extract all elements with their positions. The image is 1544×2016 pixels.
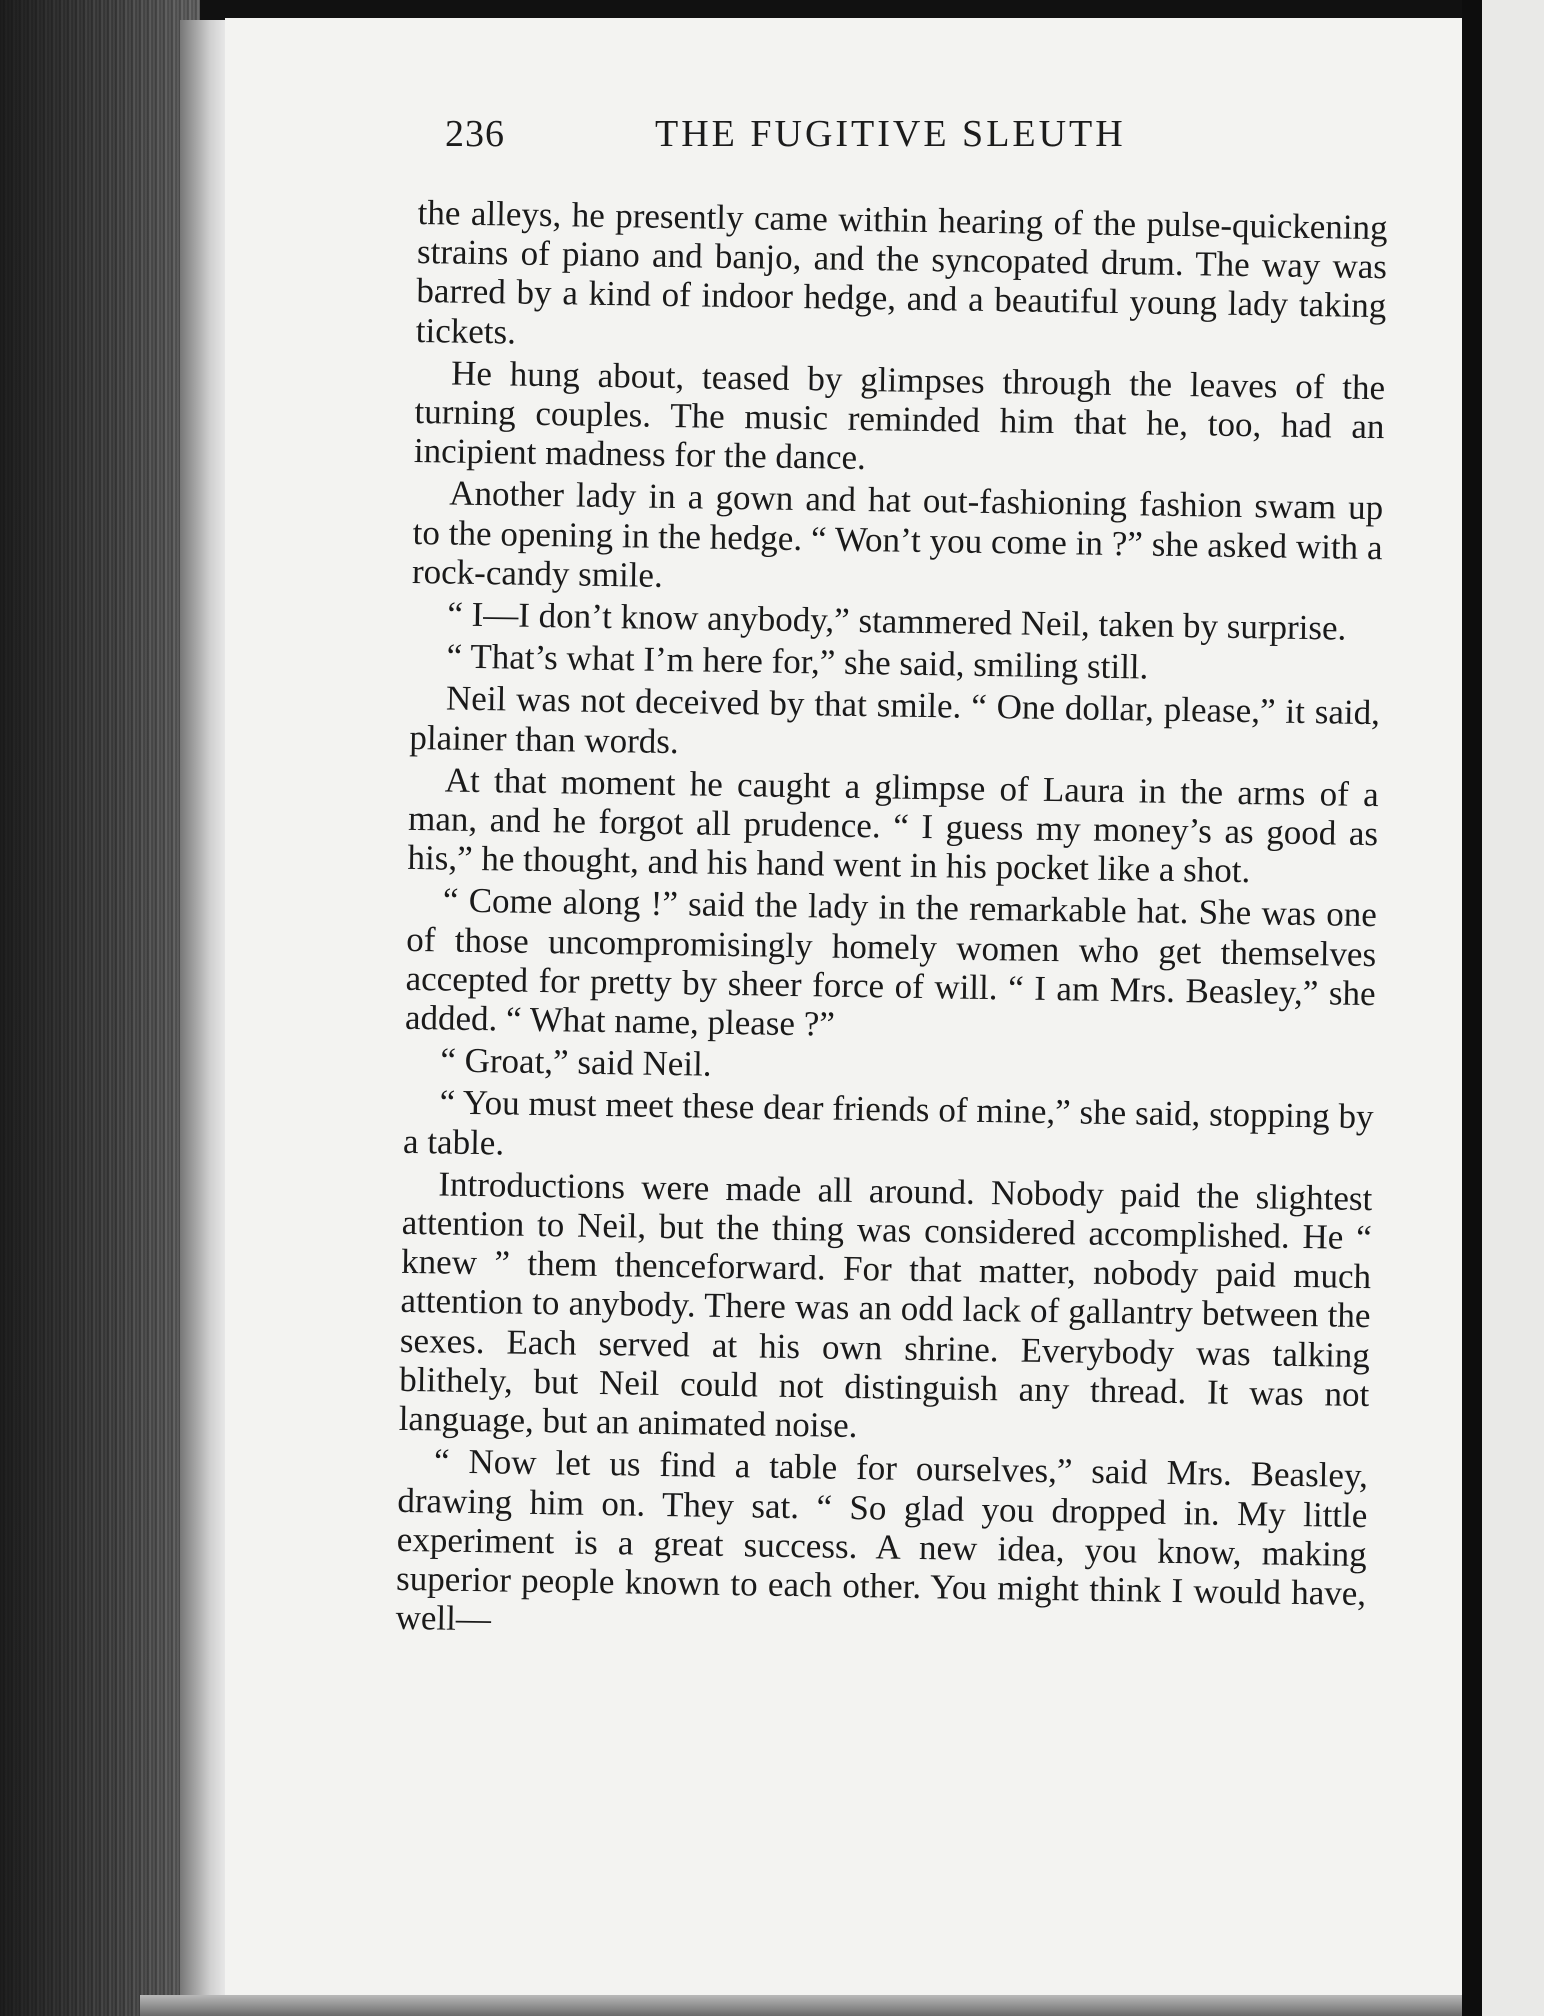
paragraph: At that moment he caught a glimpse of Laura in the arms of a man, and he forgot all prudence. “ I guess my money’s as good as his,” he thought, and his hand went in his pocket like a shot. [407, 760, 1379, 891]
paragraph: “ I—I don’t know anybody,” stammered Neil, taken by surprise. [447, 594, 1347, 648]
paragraph: He hung about, teased by glimpses through the leaves of the turning couples. The music reminded him that he, too, had an incipient madness for the dance. [413, 353, 1386, 478]
book-page-edges [0, 0, 200, 2016]
book-title: THE FUGITIVE SLEUTH [655, 113, 1126, 155]
page-bottom-edge [140, 1995, 1470, 2016]
paragraph: Neil was not deceived by that smile. “ One dollar, please,” it said, plainer than words. [409, 678, 1381, 761]
paragraph: Another lady in a gown and hat out-fashioning fashion swam up to the opening in the hedge. “ Won’t you come in ?” she asked with a rock-candy smile. [411, 473, 1384, 595]
page-gutter-shadow [180, 20, 230, 2000]
paragraph: “ You must meet these dear friends of mine,” she said, stopping by a table. [402, 1082, 1374, 1163]
paragraph: “ That’s what I’m here for,” she said, smiling still. [446, 636, 1149, 687]
paragraph: the alleys, he presently came within hearing of the pulse-quickening strains of piano and banjo, and the syncopated drum. The way was barred by a kind of indoor hedge, and a beautiful young lady taking tickets. [415, 193, 1388, 352]
facing-page-sliver [1482, 0, 1544, 2016]
paragraph: “ Now let us find a table for ourselves,” said Mrs. Beasley, drawing him on. They sat. “ So glad you dropped in. My little experiment is a great success. A new idea, you know, making superior people known to each other. You might think I would have, well— [395, 1441, 1369, 1639]
paragraph: Introductions were made all around. Nobody paid the slightest attention to Neil, but the thing was considered accomplished. He “ knew ” them thenceforward. For that matter, nobody paid much attention to anybody. There was an odd lack of gallantry between the sexes. Each served at his own shrine. Everybody was talking blithely, but Neil could not distinguish any thread. It was not language, but an animated noise. [398, 1164, 1373, 1446]
running-head [445, 112, 1185, 172]
body-text [395, 193, 1388, 1655]
right-gutter [1462, 0, 1482, 2016]
paragraph: “ Groat,” said Neil. [440, 1040, 712, 1084]
paragraph: “ Come along !” said the lady in the remarkable hat. She was one of those uncompromisingly homely women who get themselves accepted for pretty by sheer force of will. “ I am Mrs. Beasley,” she added. “ What name, please ?” [404, 880, 1378, 1044]
page-number: 236 [445, 113, 505, 155]
